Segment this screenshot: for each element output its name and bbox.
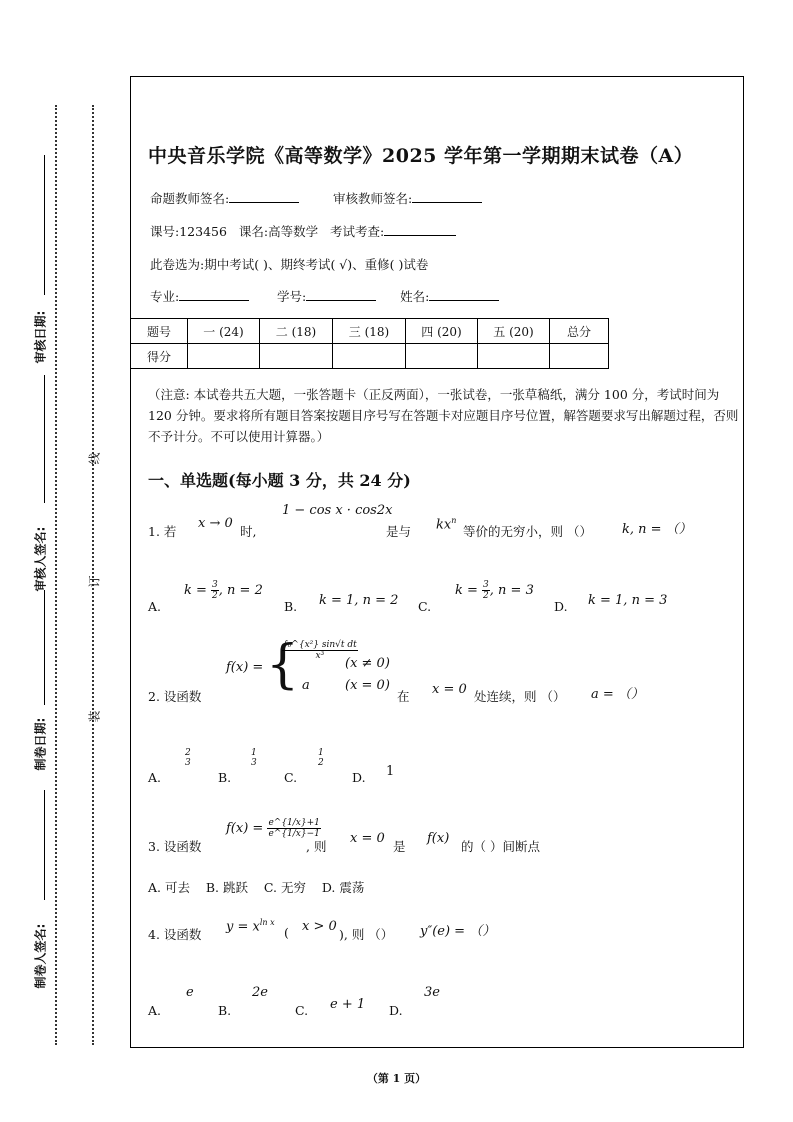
score-table-header-row [131, 319, 609, 344]
reviewer-sign-field: 审核教师签名: [333, 189, 482, 207]
section1-title: 一、单选题(每小题 3 分，共 24 分) [148, 471, 411, 490]
exam-mode-blank[interactable] [384, 223, 456, 236]
student-id-blank[interactable] [306, 288, 376, 301]
q2-option-c[interactable]: 1 2 [318, 748, 324, 768]
q4-option-d[interactable]: 3e [424, 985, 440, 1000]
score-header-cell: 五 (20) [478, 319, 550, 344]
q4-option-b[interactable]: 2e [252, 985, 268, 1000]
score-cell[interactable] [333, 344, 406, 369]
q2-case1-expr: $\frac{\text{∫₀\textasciicircum{}\{x²\} sin√t dt}}{\text{x³}}$ [283, 640, 357, 661]
course-name: 课名:高等数学 [238, 224, 319, 239]
score-cell[interactable] [260, 344, 333, 369]
score-cell[interactable] [478, 344, 550, 369]
q2-case1-cond: (x ≠ 0) [345, 656, 390, 671]
q1-option-a[interactable]: k = $\frac{3}{2}$ , n = 2 [184, 580, 263, 601]
q4-option-b-label[interactable]: B. [218, 1003, 232, 1018]
exam-mode-label: 考试考查: [330, 224, 385, 239]
score-table [130, 318, 609, 369]
q1-condition: x → 0 [198, 516, 233, 531]
q4-paren-open: ( [284, 925, 289, 940]
score-header-cell: 三 (18) [333, 319, 406, 344]
score-cell[interactable] [550, 344, 609, 369]
q4-prefix: 4. 设函数 [148, 927, 202, 942]
q1-option-b[interactable]: k = 1, n = 2 [319, 593, 399, 608]
course-no: 课号:123456 [150, 224, 227, 239]
q2-ask: a = （） [591, 687, 644, 702]
auditor-sign-label: 审核人签名: [33, 526, 48, 592]
q2-option-b-label[interactable]: B. [218, 770, 232, 785]
auditor-sign-line [44, 375, 45, 503]
q2-option-c-label[interactable]: C. [284, 770, 298, 785]
q2-prefix: 2. 设函数 [148, 689, 202, 704]
setter-sign-blank[interactable] [229, 190, 299, 203]
q1-text1: 是与 [386, 524, 412, 539]
q3-is: 是 [393, 839, 406, 854]
cut-line-char-zhuang: 装 [87, 710, 102, 723]
cut-line-char-ding: 订 [87, 575, 102, 588]
q4-option-c[interactable]: e + 1 [330, 997, 366, 1012]
name-blank[interactable] [429, 288, 499, 301]
score-header-cell: 一 (24) [188, 319, 260, 344]
q2-option-a-label[interactable]: A. [148, 770, 162, 785]
q1-option-a-label[interactable]: A. [148, 599, 162, 614]
score-row-label: 得分 [131, 344, 188, 369]
q3-x0: x = 0 [350, 831, 385, 846]
score-header-cell: 四 (20) [406, 319, 478, 344]
score-header-cell: 题号 [131, 319, 188, 344]
q2-option-b[interactable]: 1 3 [251, 748, 257, 768]
q1-option-b-label[interactable]: B. [284, 599, 298, 614]
preparer-sign-line [44, 790, 45, 900]
q1-when: 时, [240, 524, 257, 539]
score-cell[interactable] [188, 344, 260, 369]
student-info-row: 专业: 学号: 姓名: [150, 287, 499, 305]
cut-line-char-xian: 线 [87, 452, 102, 465]
q1-option-c-label[interactable]: C. [418, 599, 432, 614]
q4-ask: y″(e) = （） [420, 924, 496, 939]
prep-date-label: 制卷日期: [33, 717, 48, 771]
score-header-cell: 总分 [550, 319, 609, 344]
score-header-cell: 二 (18) [260, 319, 333, 344]
q4-option-d-label[interactable]: D. [389, 1003, 403, 1018]
q3-text: 的（ ）间断点 [461, 839, 540, 854]
q2-brace: { [266, 635, 300, 695]
exam-title: 中央音乐学院《高等数学》2025 学年第一学期期末试卷（A） [148, 145, 694, 167]
binding-dotted-line-outer [55, 105, 57, 1045]
q1-kxn: $kx^n$ [436, 516, 457, 533]
q1-option-d[interactable]: k = 1, n = 3 [588, 593, 668, 608]
score-table-score-row [131, 344, 609, 369]
q1-option-d-label[interactable]: D. [554, 599, 568, 614]
course-info-row [150, 222, 456, 240]
q4-option-c-label[interactable]: C. [295, 1003, 309, 1018]
q3-fx: f(x) = $\frac{e\^{}\{1/x\}+1}{e\^{}\{1/x\}-1}$ [226, 818, 320, 839]
q2-fx: f(x) = [226, 660, 264, 675]
setter-sign-field: 命题教师签名: [150, 189, 299, 207]
q1-option-c[interactable]: k = $\frac{3}{2}$ , n = 3 [455, 580, 534, 601]
q1-numerator: 1 − cos x · cos2x [282, 503, 393, 518]
page-footer: （第 1 页） [366, 1072, 427, 1085]
exam-instructions: （注意: 本试卷共五大题，一张答题卡（正反两面），一张试卷，一张草稿纸，满分 100 分，考试时间为 120 分钟。要求将所有题目答案按题目序号写在答题卡对应题目序号位置，解答题要求写出解题过程，否则不予计分。不可以使用计算器。） [148, 387, 739, 444]
q2-case2-value: a [302, 678, 310, 693]
q4-option-a[interactable]: e [186, 985, 194, 1000]
q2-x0: x = 0 [432, 682, 467, 697]
q3-options[interactable]: A. 可去 B. 跳跃 C. 无穷 D. 震荡 [148, 880, 365, 895]
q4-text: ), 则 （） [339, 927, 394, 942]
reviewer-sign-blank[interactable] [412, 190, 482, 203]
q2-case2-cond: (x = 0) [345, 678, 390, 693]
audit-date-line [44, 155, 45, 295]
q3-fx2: f(x) [427, 831, 450, 846]
preparer-sign-label: 制卷人签名: [33, 923, 48, 989]
q2-option-d-label[interactable]: D. [352, 770, 366, 785]
usage-row: 此卷选为:期中考试( )、期终考试( √)、重修( )试卷 [150, 257, 429, 272]
q1-prefix: 1. 若 [148, 524, 177, 539]
score-cell[interactable] [406, 344, 478, 369]
q2-text: 处连续，则 （） [474, 689, 566, 704]
q1-ask: k, n = （） [622, 522, 692, 537]
q3-then: , 则 [306, 839, 327, 854]
q4-y: $y = x^{ln x}$ [226, 918, 275, 935]
q3-prefix: 3. 设函数 [148, 839, 202, 854]
major-blank[interactable] [179, 288, 249, 301]
q1-text2: 等价的无穷小，则 （） [463, 524, 592, 539]
audit-date-label: 审核日期: [33, 310, 48, 364]
q4-option-a-label[interactable]: A. [148, 1003, 162, 1018]
q2-option-a[interactable]: 2 3 [185, 748, 191, 768]
q4-cond: x > 0 [302, 919, 337, 934]
q2-option-d[interactable]: 1 [386, 764, 395, 779]
q2-at: 在 [397, 689, 410, 704]
prep-date-line [44, 590, 45, 705]
